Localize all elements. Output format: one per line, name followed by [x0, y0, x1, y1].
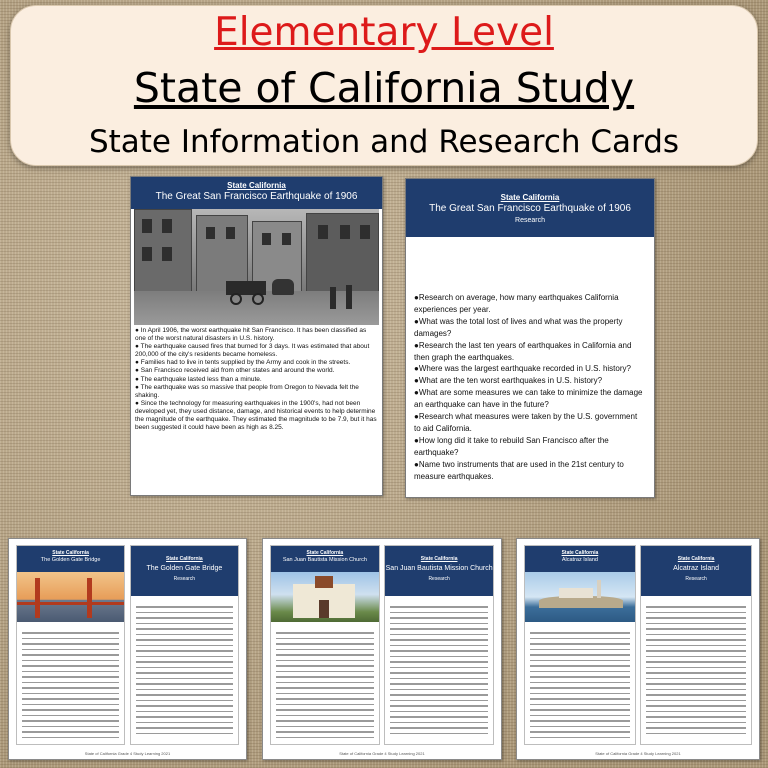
preview-state: State California — [166, 556, 203, 562]
preview-title: Alcatraz Island — [673, 565, 720, 572]
preview-title: Alcatraz Island — [561, 557, 598, 563]
info-card — [130, 176, 383, 496]
preview-alcatraz — [516, 538, 760, 760]
preview-footer: State of California Grade 4 Study Learning 2021 — [84, 751, 171, 756]
level-heading: Elementary Level — [214, 10, 554, 55]
fact-list — [135, 327, 378, 432]
research-card-label: Research — [515, 217, 545, 224]
info-card-header — [131, 177, 382, 209]
research-card-state: State California — [500, 193, 560, 202]
preview-title: San Juan Bautista Mission Church — [282, 557, 367, 563]
preview-research-card — [130, 545, 239, 745]
alcatraz-island-photo — [525, 572, 634, 622]
question-item: ●What are the ten worst earthquakes in U.S. history? — [414, 376, 603, 386]
preview-research-label: Research — [685, 576, 707, 582]
research-card-header — [406, 179, 654, 237]
preview-research-card — [384, 545, 493, 745]
mission-church-photo — [271, 572, 378, 622]
question-list — [414, 292, 646, 483]
title-banner — [10, 5, 758, 166]
question-item: ●How long did it take to rebuild San Francisco after the earthquake? — [414, 435, 609, 457]
fact-item: ● Families had to live in tents supplied by the Army and cook in the streets. — [135, 359, 351, 367]
preview-title: The Golden Gate Bridge — [146, 565, 223, 572]
preview-research-label: Research — [173, 576, 196, 582]
preview-state: State California — [52, 550, 89, 556]
preview-info-card — [270, 545, 379, 745]
fact-item: ● The earthquake was so massive that people from Oregon to Nevada felt the shaking. — [135, 383, 359, 399]
preview-state: State California — [420, 556, 458, 562]
preview-title: The Golden Gate Bridge — [40, 557, 101, 563]
preview-state: State California — [561, 550, 599, 556]
preview-golden-gate — [8, 538, 247, 760]
preview-research-label: Research — [428, 576, 450, 582]
question-item: ●Where was the largest earthquake recorded in U.S. history? — [414, 364, 631, 374]
golden-gate-bridge-photo — [17, 572, 124, 622]
subtitle: State Information and Research Cards — [88, 124, 680, 160]
main-title: State of California Study — [133, 64, 635, 112]
fact-item: ● San Francisco received aid from other states and around the world. — [135, 367, 335, 375]
info-card-heading: The Great San Francisco Earthquake of 1906 — [155, 191, 358, 202]
question-item: ●What are some measures we can take to minimize the damage an earthquake can have in the future? — [414, 388, 643, 410]
research-card-heading: The Great San Francisco Earthquake of 1906 — [429, 203, 631, 214]
question-item: ●Name two instruments that are used in the 21st century to measure earthquakes. — [414, 459, 624, 481]
preview-footer: State of California Grade 4 Study Learning 2021 — [339, 751, 425, 756]
info-card-state: State California — [227, 181, 286, 190]
question-item: ●Research what measures were taken by the U.S. government to aid California. — [414, 412, 638, 433]
preview-title: San Juan Bautista Mission Church — [385, 565, 493, 572]
preview-info-card — [524, 545, 635, 745]
preview-footer: State of California Grade 4 Study Learning 2021 — [595, 751, 681, 756]
preview-research-card — [640, 545, 751, 745]
street-scene-photo — [134, 209, 379, 325]
fact-item: ● Since the technology for measuring earthquakes in the 1900's, had not been developed yet, they used distance, damage, and historical events to help determine the magnitude of the earthquake. They estimated the magnitude to be 7.9, but it has been suggested it could have been as high as 8.25. — [135, 399, 377, 432]
fact-item: ● The earthquake caused fires that burned for 3 days. It was estimated that about 200,000 of the city's residents became homeless. — [135, 343, 370, 359]
preview-state: State California — [677, 556, 715, 562]
question-item: ●Research on average, how many earthquakes California experiences per year. — [414, 293, 619, 314]
fact-item: ● In April 1906, the worst earthquake hit San Francisco. It has been classified as one of the worst natural disasters in U.S. history. — [135, 327, 367, 343]
fact-item: ● The earthquake lasted less than a minute. — [135, 375, 262, 383]
preview-info-card — [16, 545, 125, 745]
question-item: ●Research the last ten years of earthquakes in California and then graph the earthquakes. — [414, 340, 632, 362]
question-item: ●What was the total lost of lives and what was the property damages? — [414, 316, 623, 338]
preview-mission-church — [262, 538, 502, 760]
research-card — [405, 178, 655, 498]
preview-state: State California — [306, 550, 344, 556]
